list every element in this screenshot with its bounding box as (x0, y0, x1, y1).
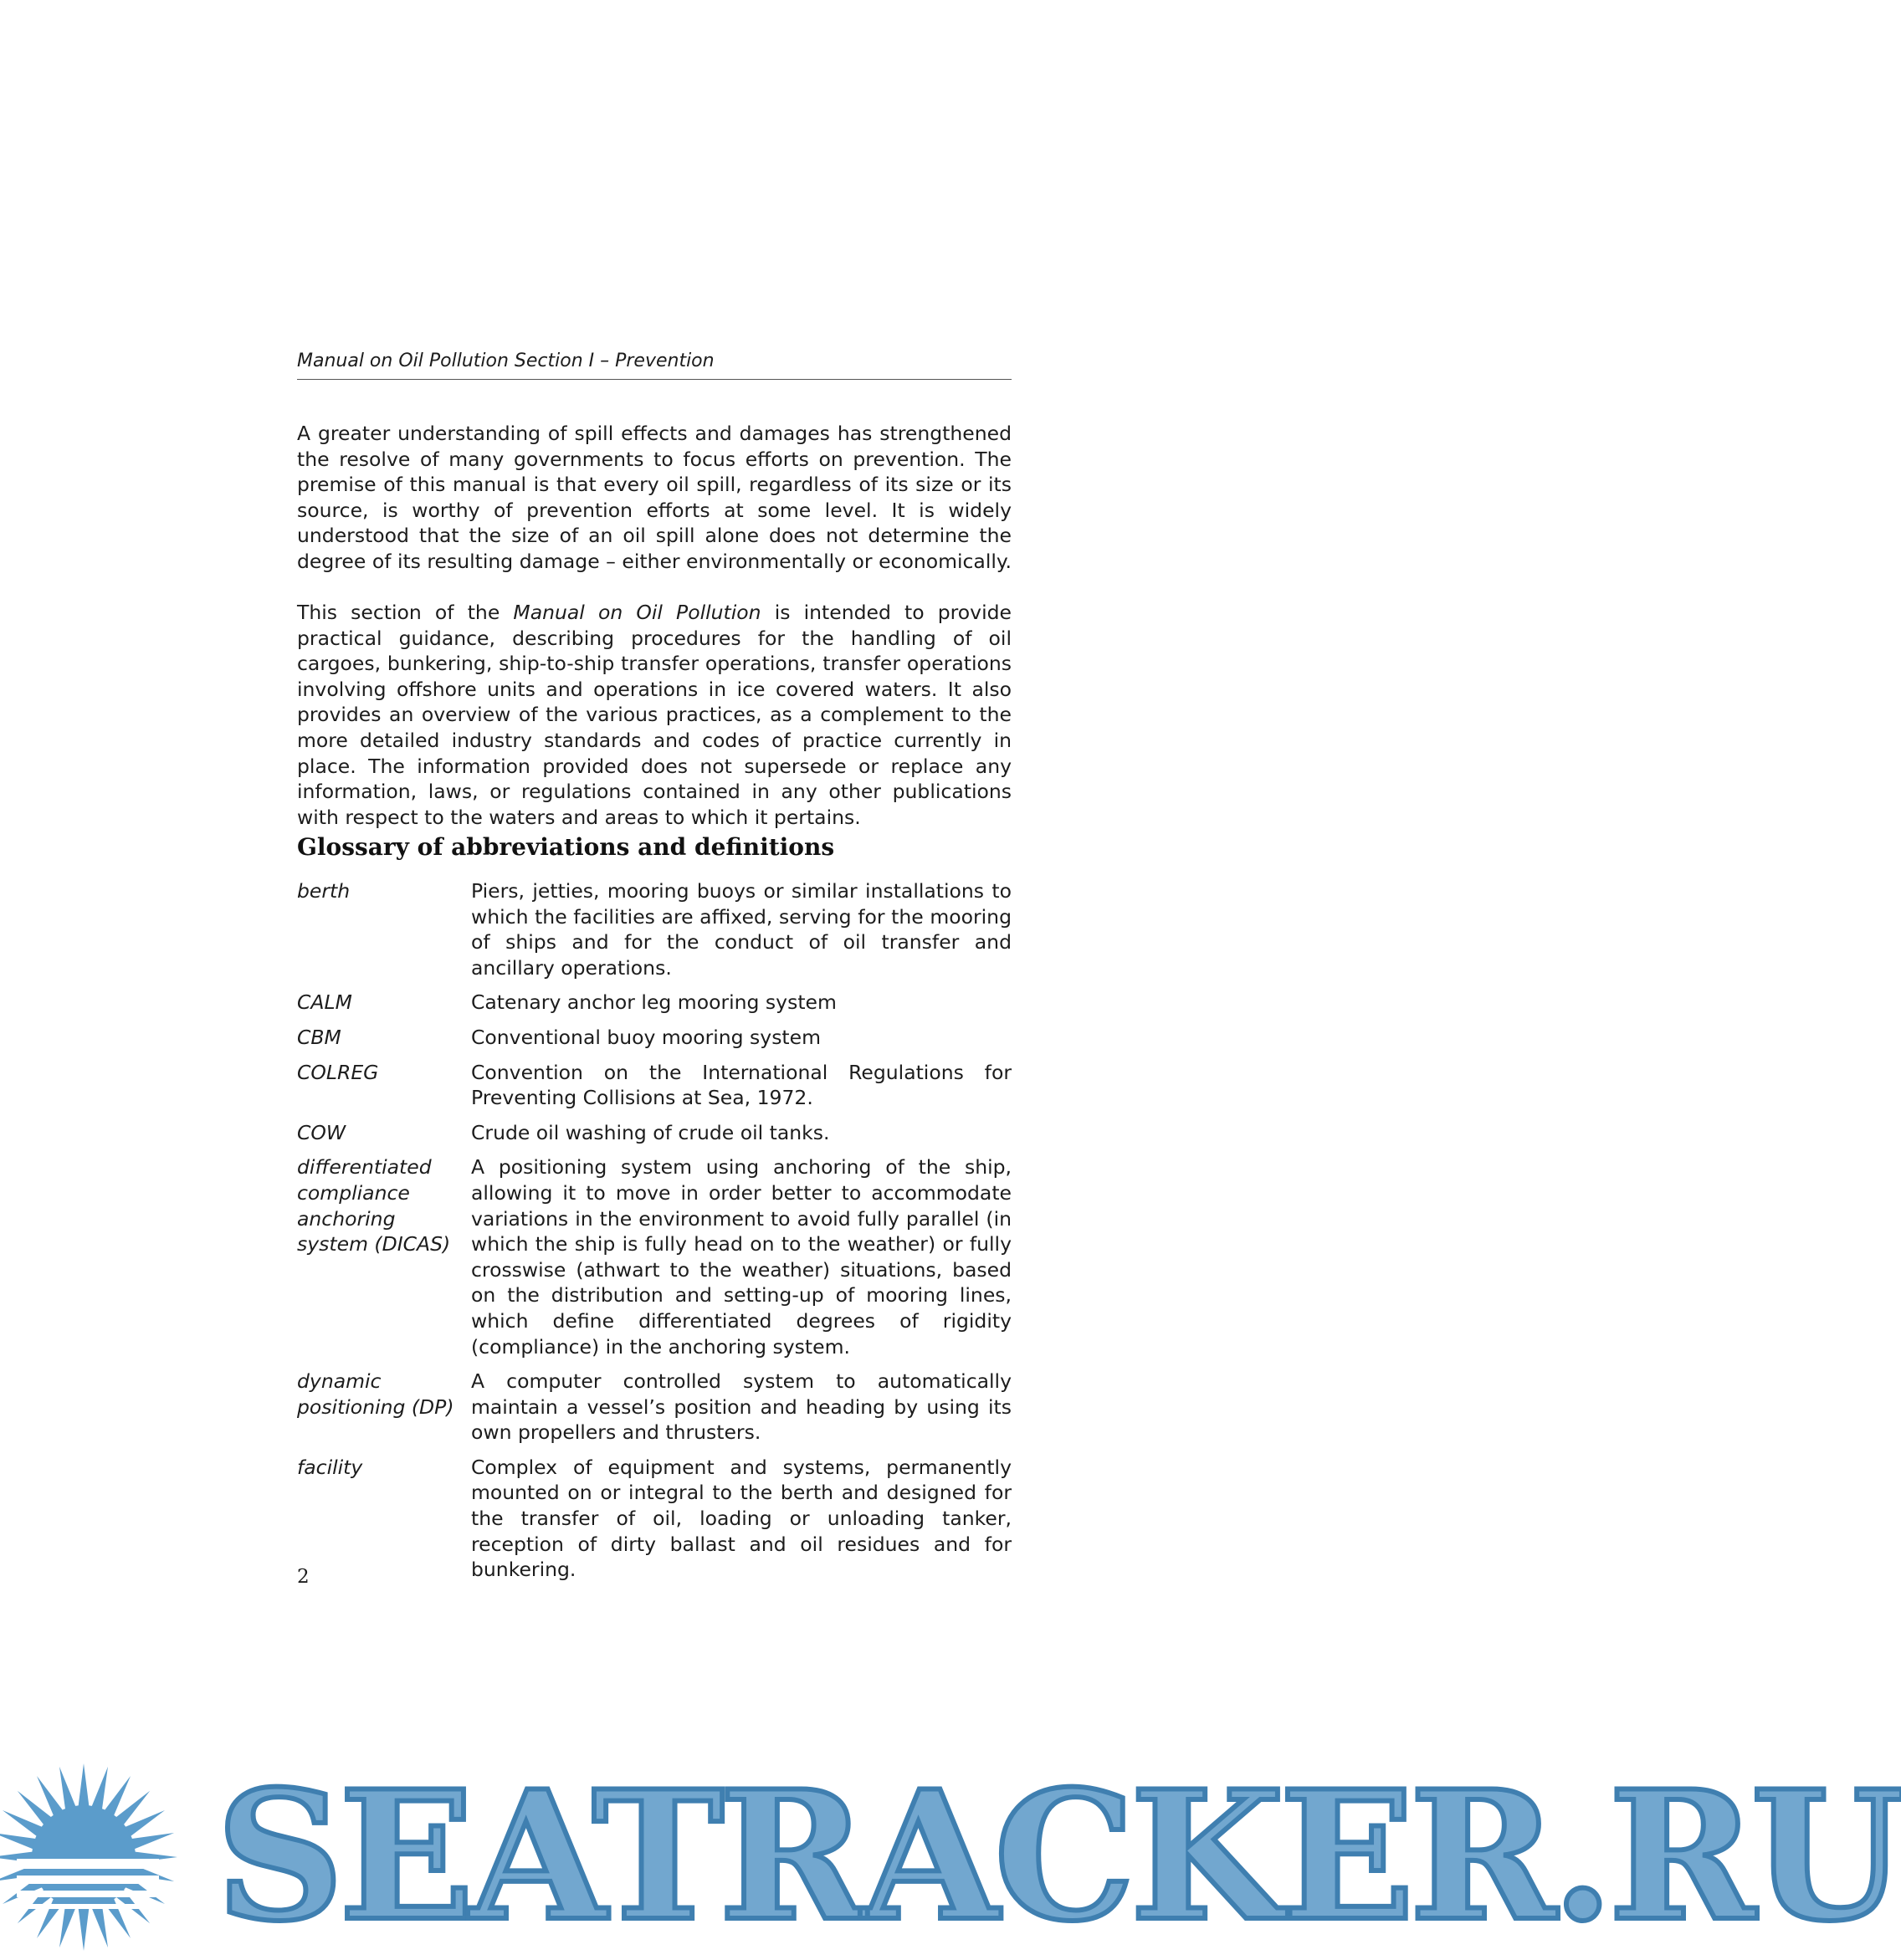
intro-paragraph: A greater understanding of spill effects and damages has strengthened the resolve of many governments to focus efforts on prevention. The premise of this manual is that every oil spill, regardless of its size or its source, is worthy of prevention efforts at some level. It is widely understood that the size of an oil spill alone does not determine the degree of its resulting damage – either environmentally or economically. (297, 422, 1012, 573)
glossary-definition: Piers, jetties, mooring buoys or similar installations to which the facilities are affixed, serving for the mooring of ships and for the conduct of oil transfer and ancillary operations. (471, 879, 1012, 980)
sun-ray (78, 1906, 90, 1951)
glossary-entry (297, 1060, 1012, 1111)
glossary-definition: Convention on the International Regulations for Preventing Collisions at Sea, 1972. (471, 1060, 1012, 1110)
glossary-term: COW (297, 1120, 346, 1144)
glossary-term: CBM (297, 1025, 341, 1049)
glossary-entry (297, 1455, 1012, 1583)
glossary-term: berth (297, 879, 351, 903)
sun-ray (59, 1902, 77, 1947)
glossary-term: differentiated compliance anchoring system (DICAS) (297, 1155, 451, 1256)
sun-ray (90, 1902, 108, 1947)
glossary-definition: Catenary anchor leg mooring system (471, 990, 837, 1015)
watermark-banner (0, 1748, 1901, 1960)
manual-title-emphasis: Manual on Oil Pollution (513, 601, 761, 624)
sun-logo-icon (0, 1757, 209, 1957)
page-number: 2 (297, 1566, 310, 1588)
glossary-list (297, 878, 1012, 1592)
watermark-text: SEATRACKER.RU (216, 1752, 1901, 1960)
glossary-term: facility (297, 1455, 363, 1479)
glossary-entry (297, 878, 1012, 980)
glossary-definition: Crude oil washing of crude oil tanks. (471, 1120, 830, 1144)
sun-ray (78, 1763, 90, 1809)
scope-paragraph (297, 600, 1012, 830)
scope-paragraph-start: This section of the (297, 601, 514, 624)
scope-paragraph-rest: is intended to provide practical guidance, describing procedures for the handling of oil cargoes, bunkering, ship-to-ship transfer operations, transfer operations involving offshore units and operations in ice covered waters. It also provides an overview of the various practices, as a complement to the more detailed industry standards and codes of practice currently in place. The information provided does not supersede or replace any information, laws, or regulations contained in any other publications with respect to the waters and areas to which it pertains. (297, 601, 1012, 829)
glossary-definition: Conventional buoy mooring system (471, 1025, 821, 1049)
sun-ray (59, 1767, 77, 1812)
glossary-entry (297, 1025, 1012, 1051)
glossary-term: COLREG (297, 1060, 379, 1084)
glossary-entry (297, 1120, 1012, 1146)
glossary-term: dynamic positioning (DP) (297, 1369, 454, 1419)
glossary-definition: A computer controlled system to automatically maintain a vessel’s position and heading by using its own propellers and thrusters. (471, 1369, 1012, 1445)
glossary-entry (297, 1154, 1012, 1359)
sun-ray (90, 1767, 108, 1812)
glossary-term: CALM (297, 990, 352, 1015)
glossary-definition: Complex of equipment and systems, permanently mounted on or integral to the berth and designed for the transfer of oil, loading or unloading tanker, reception of dirty ballast and oil residues and for bunkering. (471, 1455, 1012, 1582)
running-header: Manual on Oil Pollution Section I – Prevention (297, 349, 1012, 380)
sun-ray (129, 1833, 174, 1850)
glossary-definition: A positioning system using anchoring of the ship, allowing it to move in order better to accommodate variations in the environment to avoid fully parallel (in which the ship is fully head on to the weather) or fully crosswise (athwart to the weather) situations, based on the distribution and setting-up of mooring lines, which define differentiated degrees of rigidity (compliance) in the anchoring system. (471, 1155, 1012, 1359)
glossary-heading: Glossary of abbreviations and definitions (297, 833, 835, 861)
glossary-entry (297, 1369, 1012, 1446)
glossary-entry (297, 990, 1012, 1016)
